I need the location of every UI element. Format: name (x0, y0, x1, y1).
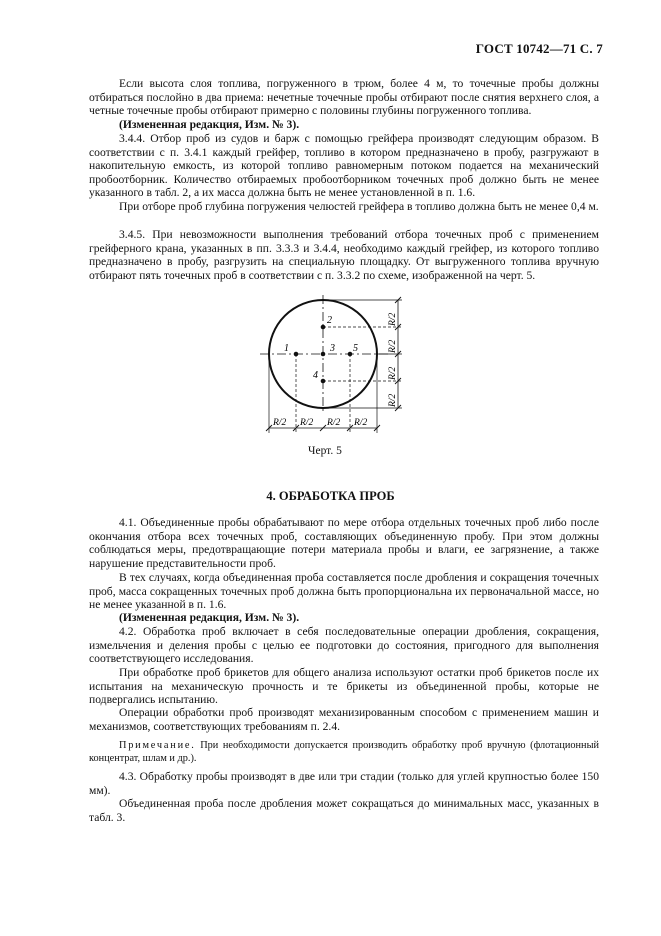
point-2 (321, 325, 326, 330)
note-text: При необходимости допускается производить обработку проб вручную (флотационный концентрат, шлам и др.). (89, 740, 599, 764)
paragraph-reduction: Объединенная проба после дробления может сокращаться до минимальных масс, указанных в табл. 3. (89, 797, 599, 824)
dim-label-bottom-2: R/2 (300, 418, 314, 428)
dim-label-right-2: R/2 (388, 339, 398, 353)
paragraph-4-3: 4.3. Обработку пробы производят в две или три стадии (только для углей крупностью более 150 мм). (89, 770, 599, 797)
figure-caption: Черт. 5 (308, 445, 342, 457)
paragraph-layer-sampling: Если высота слоя топлива, погруженного в трюм, более 4 м, то точечные пробы должны отбираться послойно в два приема: нечетные точечные пробы отбирают после снятия верхнего слоя, а четные точечные пробы отбирают примерно с половины глубины погруженного топлива. (89, 77, 599, 118)
point-label-2: 2 (327, 315, 332, 326)
point-1 (294, 352, 299, 357)
paragraph-mechanized: Операции обработки проб производят механизированным способом с применением машин и механизмов, соответствующих требованиям п. 2.4. (89, 706, 599, 733)
dim-label-bottom-4: R/2 (354, 418, 368, 428)
paragraph-3-4-5: 3.4.5. При невозможности выполнения требований отбора точечных проб с применением грейферного крана, указанных в пп. 3.3.3 и 3.4.4, необходимо каждый грейфер, из которого топливо предназначено в пробу, разгрузить на специальную площадку. От выгруженного топлива вручную отбирают пять точечных проб в соответствии с п. 3.3.2 по схеме, изображенной на черт. 5. (89, 228, 599, 282)
paragraph-4-1: 4.1. Объединенные пробы обрабатывают по мере отбора отдельных точечных проб либо после окончания отбора всех точечных проб, составляющих объединенную пробу. При этом должны соблюдаться меры, предотвращающие потери материала пробы и влаги, ее загрязнение, а также нарушение представительности проб. (89, 516, 599, 570)
note-block (89, 739, 599, 765)
paragraph-briquettes: При обработке проб брикетов для общего анализа используют остатки проб брикетов после их испытания на механическую прочность и те брикеты из объединенной пробы, которые не подвергались испытанию. (89, 666, 599, 707)
note-label: Примечание. (119, 740, 196, 751)
point-5 (348, 352, 353, 357)
point-4 (321, 379, 326, 384)
point-label-5: 5 (353, 343, 358, 354)
dim-label-right-3: R/2 (388, 366, 398, 380)
point-label-1: 1 (284, 343, 289, 354)
dim-label-right-1: R/2 (388, 312, 398, 326)
amendment-note-1: (Измененная редакция, Изм. № 3). (119, 118, 300, 131)
paragraph-3-4-4: 3.4.4. Отбор проб из судов и барж с помощью грейфера производят следующим образом. В соответствии с п. 3.4.1 каждый грейфер, топливо в котором предназначено в пробу, разгружают в накопительную емкость, из которой топливо равномерным потоком подается на механический пробоотборник. Количество отбираемых пробоотборником точечных проб должно быть не менее указанного в табл. 2, а их масса должна быть не менее установленной в п. 1.6. (89, 132, 599, 200)
amendment-note-2: (Измененная редакция, Изм. № 3). (119, 611, 300, 624)
paragraph-combined-sample: В тех случаях, когда объединенная проба составляется после дробления и сокращения точечных проб, масса сокращенных точечных проб должна быть пропорциональна их первоначальной массе, но не менее указанной в п. 1.6. (89, 571, 599, 612)
page-header: ГОСТ 10742—71 С. 7 (475, 41, 603, 56)
point-label-4: 4 (313, 370, 318, 381)
dim-label-right-4: R/2 (388, 393, 398, 407)
paragraph-4-2: 4.2. Обработка проб включает в себя последовательные операции дробления, сокращения, измельчения и деления пробы с целью ее подготовки до состояния, пригодного для выполнения соответствующего исследования. (89, 625, 599, 666)
section-title: 4. ОБРАБОТКА ПРОБ (266, 489, 395, 503)
point-label-3: 3 (330, 343, 335, 354)
dim-label-bottom-1: R/2 (273, 418, 287, 428)
point-3 (321, 352, 326, 357)
paragraph-grab-depth: При отборе проб глубина погружения челюстей грейфера в топливо должна быть не менее 0,4 м. (119, 200, 599, 213)
sampling-scheme-figure (0, 293, 661, 443)
dim-label-bottom-3: R/2 (327, 418, 341, 428)
